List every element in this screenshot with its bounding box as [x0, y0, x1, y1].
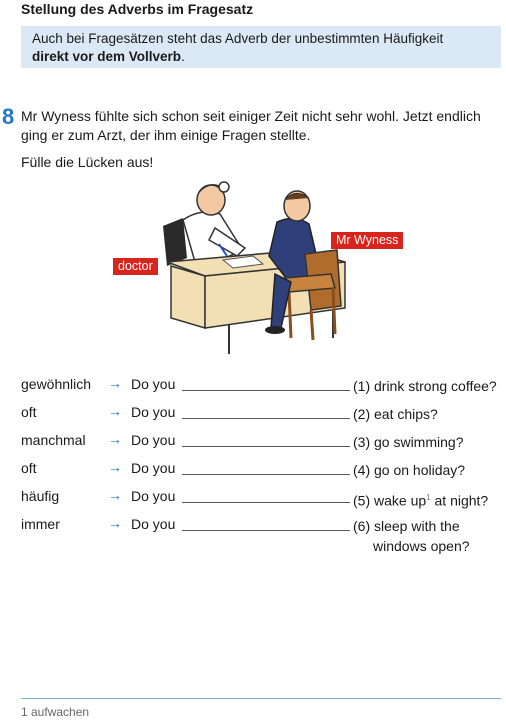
- answer-blank[interactable]: [182, 446, 350, 447]
- adverb-label: oft: [21, 460, 37, 476]
- exercise-row: [0, 432, 506, 454]
- question-rest: (3) go swimming?: [353, 434, 464, 450]
- rule-end: .: [181, 49, 185, 64]
- exercise-row: [0, 460, 506, 482]
- rule-bold-text: direkt vor dem Vollverb: [32, 49, 182, 64]
- question-prefix: Do you: [131, 516, 176, 532]
- adverb-label: häufig: [21, 488, 60, 504]
- question-rest-line2: windows open?: [373, 538, 470, 554]
- adverb-label: immer: [21, 516, 60, 532]
- exercise-instruction: Fülle die Lücken aus!: [21, 154, 154, 170]
- question-rest: [353, 516, 506, 556]
- rule-box: [21, 26, 501, 68]
- question-rest: (2) eat chips?: [353, 406, 438, 422]
- answer-blank[interactable]: [182, 474, 350, 475]
- arrow-icon: →: [108, 459, 122, 475]
- question-prefix: Do you: [131, 432, 176, 448]
- question-rest: (4) go on holiday?: [353, 462, 466, 478]
- arrow-icon: →: [108, 403, 122, 419]
- answer-blank[interactable]: [182, 502, 350, 503]
- exercise-row: [0, 376, 506, 398]
- arrow-icon: →: [108, 515, 122, 531]
- adverb-label: oft: [21, 404, 37, 420]
- exercise-row: [0, 488, 506, 510]
- exercise-number: 8: [2, 104, 15, 129]
- footnote: 1 aufwachen: [21, 705, 90, 719]
- footnote-divider: [21, 698, 501, 699]
- question-rest-text: (6) sleep with the: [353, 518, 460, 534]
- question-prefix: Do you: [131, 376, 176, 392]
- exercise-row: [0, 516, 506, 560]
- arrow-icon: →: [108, 431, 122, 447]
- question-prefix: Do you: [131, 488, 176, 504]
- answer-blank[interactable]: [182, 390, 350, 391]
- section-title: Stellung des Adverbs im Fragesatz: [21, 1, 254, 17]
- adverb-label: gewöhnlich: [21, 376, 92, 392]
- question-rest-text: (5) wake up: [353, 492, 427, 509]
- question-rest-after: at night?: [430, 492, 489, 509]
- patient-label: Mr Wyness: [331, 232, 403, 249]
- question-rest: (1) drink strong coffee?: [353, 378, 497, 394]
- footnote-marker: 1: [426, 493, 431, 502]
- question-rest: [353, 488, 506, 511]
- answer-blank[interactable]: [182, 530, 350, 531]
- exercise-text: Mr Wyness fühlte sich schon seit einiger Zeit nicht sehr wohl. Jetzt endlich ging er zum Arzt, der ihm einige Fragen stellte.: [21, 108, 481, 143]
- exercise-row: [0, 404, 506, 426]
- doctor-label: doctor: [113, 258, 158, 275]
- question-prefix: Do you: [131, 404, 176, 420]
- arrow-icon: →: [108, 487, 122, 503]
- adverb-label: manchmal: [21, 432, 86, 448]
- question-prefix: Do you: [131, 460, 176, 476]
- rule-text: Auch bei Fragesätzen steht das Adverb der unbestimmten Häufigkeit: [32, 31, 444, 46]
- arrow-icon: →: [108, 375, 122, 391]
- answer-blank[interactable]: [182, 418, 350, 419]
